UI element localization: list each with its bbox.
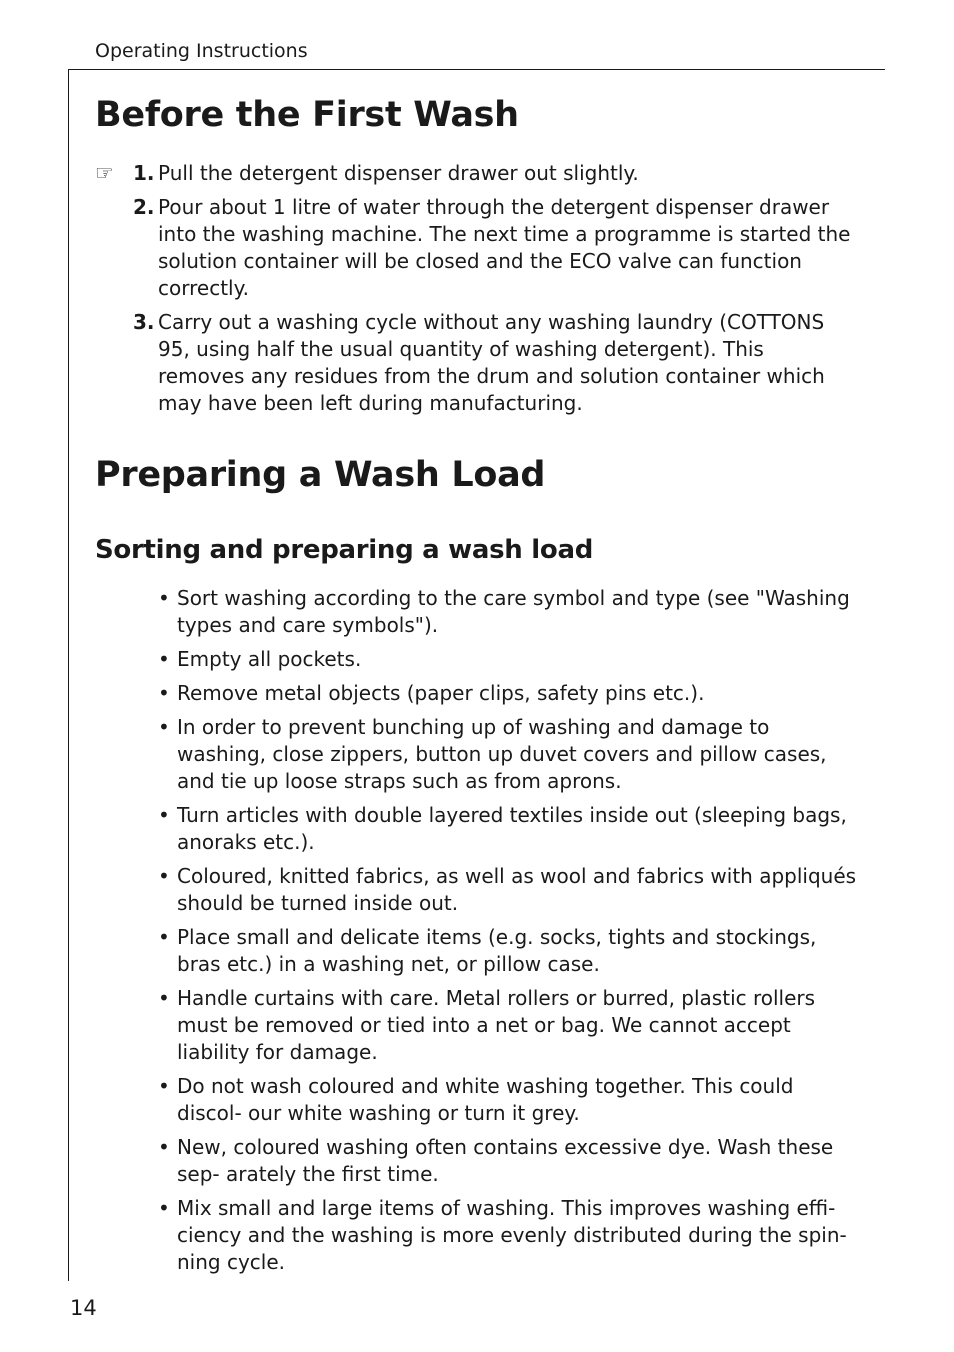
sorting-bullet-list <box>158 585 863 1283</box>
bullet-text: New, coloured washing often contains excessive dye. Wash these sep- arately the first time. <box>177 1135 834 1186</box>
bullet-item <box>158 680 863 707</box>
bullet-text: Turn articles with double layered textiles inside out (sleeping bags, anoraks etc.). <box>177 803 847 854</box>
first-wash-steps <box>95 160 855 424</box>
bullet-item <box>158 714 863 795</box>
running-head: Operating Instructions <box>95 40 308 62</box>
margin-rule <box>68 69 69 1281</box>
bullet-symbol: • <box>158 586 170 610</box>
step-number: 3. <box>133 310 155 334</box>
step-text: Carry out a washing cycle without any washing laundry (COTTONS 95, using half the usual quantity of washing detergent). This removes any residues from the drum and solution container which may have been left during manufacturing. <box>158 310 825 415</box>
bullet-item <box>158 985 863 1066</box>
bullet-text: Do not wash coloured and white washing together. This could discol- our white washing or turn it grey. <box>177 1074 794 1125</box>
bullet-item <box>158 1195 863 1276</box>
bullet-symbol: • <box>158 1074 170 1098</box>
bullet-symbol: • <box>158 1196 170 1220</box>
bullet-symbol: • <box>158 925 170 949</box>
bullet-symbol: • <box>158 647 170 671</box>
bullet-text: Handle curtains with care. Metal rollers or burred, plastic rollers must be removed or tied into a net or bag. We cannot accept liability for damage. <box>177 986 816 1064</box>
bullet-item <box>158 1073 863 1127</box>
bullet-text: Mix small and large items of washing. This improves washing effi- ciency and the washing is more evenly distributed during the spin- ning cycle. <box>177 1196 847 1274</box>
bullet-symbol: • <box>158 803 170 827</box>
bullet-item <box>158 646 863 673</box>
bullet-text: Coloured, knitted fabrics, as well as wool and fabrics with appliqués should be turned inside out. <box>177 864 857 915</box>
bullet-item <box>158 863 863 917</box>
step-number: 1. <box>133 161 155 185</box>
section-title-first-wash: Before the First Wash <box>95 95 519 135</box>
bullet-symbol: • <box>158 1135 170 1159</box>
bullet-item <box>158 585 863 639</box>
header-rule <box>69 69 885 70</box>
step-text: Pour about 1 litre of water through the detergent dispenser drawer into the washing machine. The next time a programme is started the solution container will be closed and the ECO valve can function correctly. <box>158 195 851 300</box>
bullet-item <box>158 802 863 856</box>
bullet-symbol: • <box>158 715 170 739</box>
bullet-text: Empty all pockets. <box>177 647 362 671</box>
step-item <box>95 194 855 302</box>
subsection-title-sorting: Sorting and preparing a wash load <box>95 535 594 565</box>
bullet-symbol: • <box>158 864 170 888</box>
step-item <box>95 309 855 417</box>
step-number: 2. <box>133 195 155 219</box>
bullet-symbol: • <box>158 986 170 1010</box>
page-number: 14 <box>70 1296 97 1320</box>
bullet-text: Sort washing according to the care symbol and type (see "Washing types and care symbols"). <box>177 586 850 637</box>
step-text: Pull the detergent dispenser drawer out slightly. <box>158 161 639 185</box>
bullet-text: Remove metal objects (paper clips, safety pins etc.). <box>177 681 705 705</box>
step-item <box>95 160 855 187</box>
bullet-symbol: • <box>158 681 170 705</box>
pointing-hand-icon: ☞ <box>95 161 114 185</box>
bullet-item <box>158 1134 863 1188</box>
bullet-text: In order to prevent bunching up of washing and damage to washing, close zippers, button up duvet covers and pillow cases, and tie up loose straps such as from aprons. <box>177 715 827 793</box>
bullet-text: Place small and delicate items (e.g. socks, tights and stockings, bras etc.) in a washing net, or pillow case. <box>177 925 817 976</box>
bullet-item <box>158 924 863 978</box>
section-title-wash-load: Preparing a Wash Load <box>95 455 546 495</box>
